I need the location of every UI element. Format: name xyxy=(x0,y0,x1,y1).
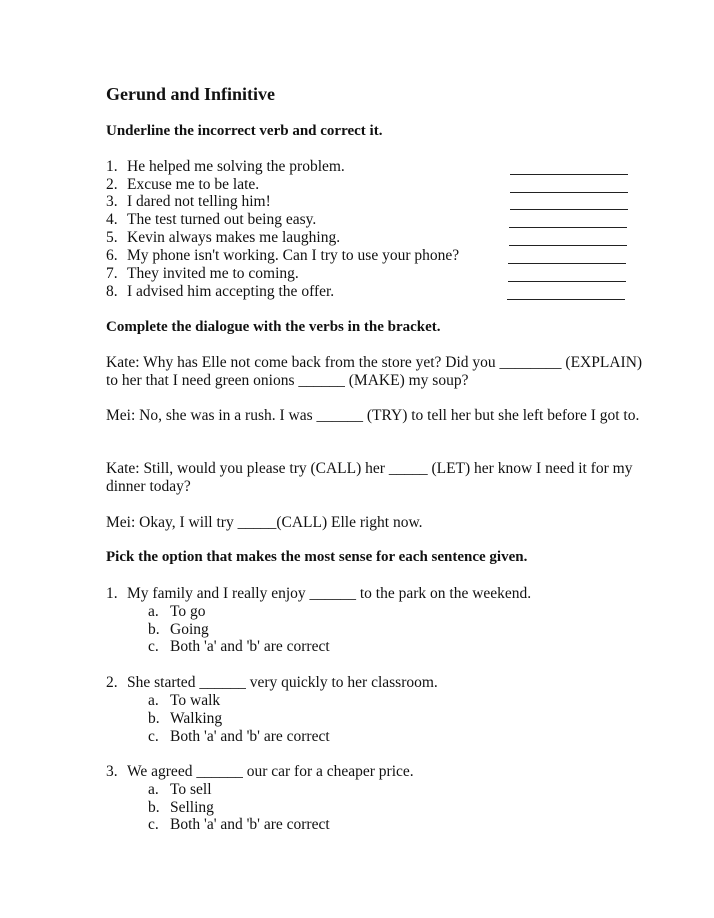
option-text: Both 'a' and 'b' are correct xyxy=(170,638,330,655)
item-number: 2. xyxy=(106,176,118,193)
item-sentence: I dared not telling him! xyxy=(127,193,271,210)
answer-blank[interactable] xyxy=(509,245,627,246)
item-sentence: Excuse me to be late. xyxy=(127,176,260,193)
answer-blank[interactable] xyxy=(509,227,627,228)
question-text: She started ______ very quickly to her classroom. xyxy=(127,674,438,691)
item-sentence: I advised him accepting the offer. xyxy=(127,283,335,300)
item-number: 7. xyxy=(106,265,118,282)
item-number: 4. xyxy=(106,211,118,228)
answer-blank[interactable] xyxy=(507,299,625,300)
option-text: Going xyxy=(170,621,209,638)
answer-blank[interactable] xyxy=(510,174,628,175)
answer-blank[interactable] xyxy=(508,263,626,264)
option-letter: a. xyxy=(148,781,159,798)
option-text: To go xyxy=(170,603,206,620)
item-number: 5. xyxy=(106,229,118,246)
question-number: 1. xyxy=(106,585,118,602)
worksheet-title: Gerund and Infinitive xyxy=(106,84,276,104)
question-number: 2. xyxy=(106,674,118,691)
option-text: Both 'a' and 'b' are correct xyxy=(170,816,330,833)
dialogue-line: Mei: No, she was in a rush. I was ______ (TRY) to tell her but she left before I got to. xyxy=(106,407,640,424)
option-text: Selling xyxy=(170,799,214,816)
option-text: To walk xyxy=(170,692,221,709)
section3-instruction: Pick the option that makes the most sense for each sentence given. xyxy=(106,549,528,565)
item-sentence: My phone isn't working. Can I try to use your phone? xyxy=(127,247,460,264)
dialogue-line: Mei: Okay, I will try _____(CALL) Elle right now. xyxy=(106,514,423,531)
question-text: My family and I really enjoy ______ to the park on the weekend. xyxy=(127,585,532,602)
item-number: 3. xyxy=(106,193,118,210)
dialogue-line: Kate: Why has Elle not come back from the store yet? Did you ________ (EXPLAIN) to her that I need green onions ______ (MAKE) my soup? xyxy=(106,354,643,389)
answer-blank[interactable] xyxy=(510,192,628,193)
dialogue-line: Kate: Still, would you please try (CALL) her _____ (LET) her know I need it for my dinner today? xyxy=(106,460,633,495)
item-number: 8. xyxy=(106,283,118,300)
option-letter: c. xyxy=(148,638,159,655)
option-letter: b. xyxy=(148,621,160,638)
section1-instruction: Underline the incorrect verb and correct it. xyxy=(106,123,383,139)
item-sentence: He helped me solving the problem. xyxy=(127,158,345,175)
option-letter: a. xyxy=(148,603,159,620)
option-letter: c. xyxy=(148,816,159,833)
item-number: 6. xyxy=(106,247,118,264)
option-text: Both 'a' and 'b' are correct xyxy=(170,728,330,745)
option-letter: c. xyxy=(148,728,159,745)
item-number: 1. xyxy=(106,158,118,175)
option-text: To sell xyxy=(170,781,212,798)
option-text: Walking xyxy=(170,710,223,727)
option-letter: b. xyxy=(148,710,160,727)
item-sentence: They invited me to coming. xyxy=(127,265,299,282)
item-sentence: Kevin always makes me laughing. xyxy=(127,229,341,246)
question-number: 3. xyxy=(106,763,118,780)
answer-blank[interactable] xyxy=(508,281,626,282)
option-letter: a. xyxy=(148,692,159,709)
question-text: We agreed ______ our car for a cheaper price. xyxy=(127,763,414,780)
section2-instruction: Complete the dialogue with the verbs in the bracket. xyxy=(106,319,441,335)
answer-blank[interactable] xyxy=(510,209,628,210)
option-letter: b. xyxy=(148,799,160,816)
item-sentence: The test turned out being easy. xyxy=(127,211,317,228)
